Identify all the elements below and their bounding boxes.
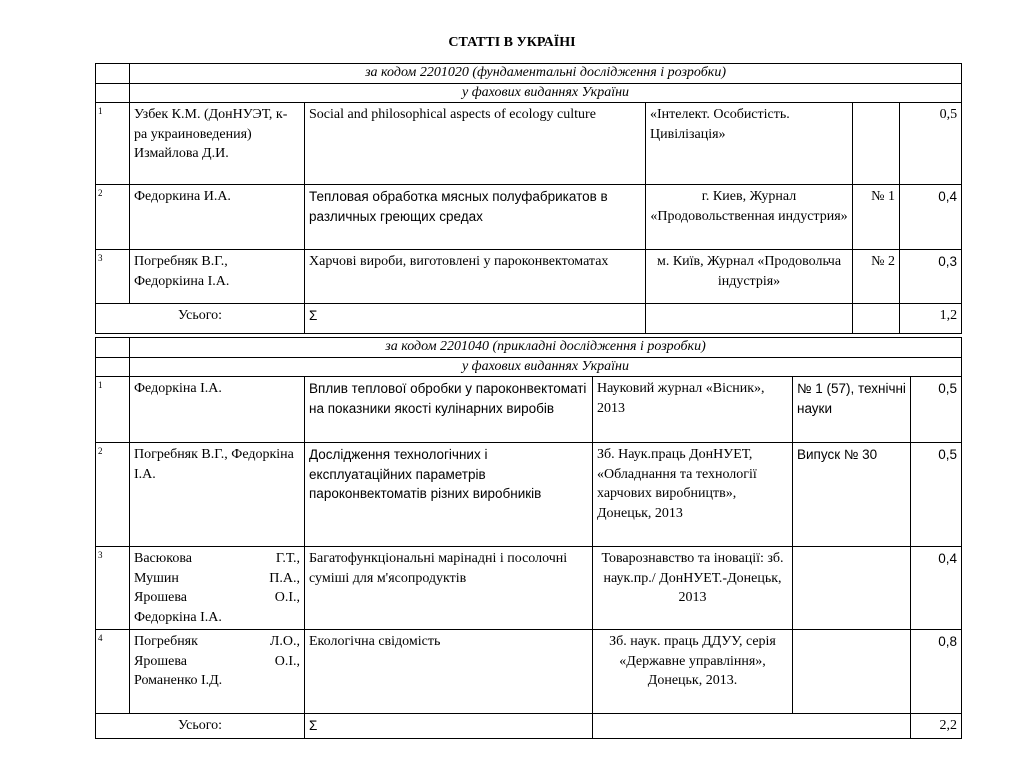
title-cell: Харчові вироби, виготовлені у пароконвектоматах bbox=[305, 250, 646, 304]
journal-cell: Зб. наук. праць ДДУУ, серія «Державне управління», Донецьк, 2013. bbox=[593, 630, 793, 714]
issue-cell: Випуск № 30 bbox=[793, 443, 911, 547]
row-number: 4 bbox=[96, 630, 130, 714]
authors-cell bbox=[130, 630, 305, 714]
title-cell: Дослідження технологічних і експлуатаційних параметрів пароконвектоматів різних виробників bbox=[305, 443, 593, 547]
title-cell: Тепловая обработка мясных полуфабрикатов в различных греющих средах bbox=[305, 185, 646, 250]
total-sigma: Σ bbox=[305, 714, 593, 739]
section-header: за кодом 2201020 (фундаментальні дослідження і розробки) bbox=[130, 64, 962, 84]
journal-cell: Науковий журнал «Вісник», 2013 bbox=[593, 377, 793, 443]
volume-cell: 0,8 bbox=[911, 630, 962, 714]
table-row bbox=[96, 547, 962, 630]
issue-cell bbox=[793, 630, 911, 714]
page-title: СТАТТІ В УКРАЇНІ bbox=[448, 35, 576, 50]
blank-cell bbox=[853, 304, 900, 334]
journal-cell: г. Киев, Журнал «Продовольственная индустрия» bbox=[646, 185, 853, 250]
journal-cell: «Інтелект. Особистість. Цивілізація» bbox=[646, 103, 853, 185]
row-number: 2 bbox=[96, 185, 130, 250]
table-section-2 bbox=[95, 337, 962, 739]
journal-cell: Товарознавство та іновації: зб. наук.пр./ ДонНУЕТ.-Донецьк, 2013 bbox=[593, 547, 793, 630]
blank-cell bbox=[96, 64, 130, 84]
row-number: 2 bbox=[96, 443, 130, 547]
table-row bbox=[96, 443, 962, 547]
row-number: 3 bbox=[96, 250, 130, 304]
author-line: Васюкова Г.Т., bbox=[134, 551, 300, 566]
blank-cell bbox=[646, 304, 853, 334]
volume-cell: 0,4 bbox=[911, 547, 962, 630]
author-line: Ярошева О.І., bbox=[134, 653, 300, 669]
total-value: 1,2 bbox=[900, 304, 962, 334]
table-section-1 bbox=[95, 63, 962, 334]
total-value: 2,2 bbox=[911, 714, 962, 739]
row-number: 1 bbox=[96, 377, 130, 443]
authors-cell: Погребняк В.Г., Федоркіна І.А. bbox=[130, 443, 305, 547]
volume-cell: 0,3 bbox=[900, 250, 962, 304]
volume-cell: 0,5 bbox=[900, 103, 962, 185]
section-subheader: у фахових виданнях України bbox=[130, 358, 962, 377]
table-row bbox=[96, 630, 962, 714]
total-label: Усього: bbox=[96, 714, 305, 739]
total-row bbox=[96, 304, 962, 334]
blank-cell bbox=[96, 84, 130, 103]
total-label: Усього: bbox=[96, 304, 305, 334]
authors-cell bbox=[130, 547, 305, 630]
title-cell: Екологічна свідомість bbox=[305, 630, 593, 714]
author-line: Мушин П.А., bbox=[134, 570, 300, 586]
author-line: Погребняк Л.О., bbox=[134, 634, 300, 649]
title-cell: Social and philosophical aspects of ecology culture bbox=[305, 103, 646, 185]
issue-cell bbox=[853, 103, 900, 185]
author-line: Федоркіна І.А. bbox=[134, 609, 222, 625]
issue-cell: № 1 bbox=[853, 185, 900, 250]
authors-cell: Федоркіна І.А. bbox=[130, 377, 305, 443]
blank-cell bbox=[96, 338, 130, 358]
blank-cell bbox=[96, 358, 130, 377]
table-row bbox=[96, 377, 962, 443]
journal-cell: Зб. Наук.праць ДонНУЕТ, «Обладнання та технології харчових виробництв», Донецьк, 2013 bbox=[593, 443, 793, 547]
row-number: 1 bbox=[96, 103, 130, 185]
section-header: за кодом 2201040 (прикладні дослідження і розробки) bbox=[130, 338, 962, 358]
total-sigma: Σ bbox=[305, 304, 646, 334]
authors-cell: Погребняк В.Г., Федоркіина І.А. bbox=[130, 250, 305, 304]
issue-cell: № 1 (57), технічні науки bbox=[793, 377, 911, 443]
volume-cell: 0,5 bbox=[911, 443, 962, 547]
title-cell: Багатофункціональні марінадні і посолочні суміші для м'ясопродуктів bbox=[305, 547, 593, 630]
table-row bbox=[96, 250, 962, 304]
volume-cell: 0,4 bbox=[900, 185, 962, 250]
section-subheader: у фахових виданнях України bbox=[130, 84, 962, 103]
title-cell: Вплив теплової обробки у пароконвектоматі на показники якості кулінарних виробів bbox=[305, 377, 593, 443]
volume-cell: 0,5 bbox=[911, 377, 962, 443]
row-number: 3 bbox=[96, 547, 130, 630]
authors-cell: Узбек К.М. (ДонНУЭТ, к-ра украиноведения) Измайлова Д.И. bbox=[130, 103, 305, 185]
total-row bbox=[96, 714, 962, 739]
table-row bbox=[96, 103, 962, 185]
journal-cell: м. Київ, Журнал «Продовольча індустрія» bbox=[646, 250, 853, 304]
author-line: Романенко І.Д. bbox=[134, 673, 223, 688]
table-row bbox=[96, 185, 962, 250]
authors-cell: Федоркина И.А. bbox=[130, 185, 305, 250]
blank-cell bbox=[593, 714, 911, 739]
issue-cell bbox=[793, 547, 911, 630]
issue-cell: № 2 bbox=[853, 250, 900, 304]
author-line: Ярошева О.І., bbox=[134, 590, 300, 605]
